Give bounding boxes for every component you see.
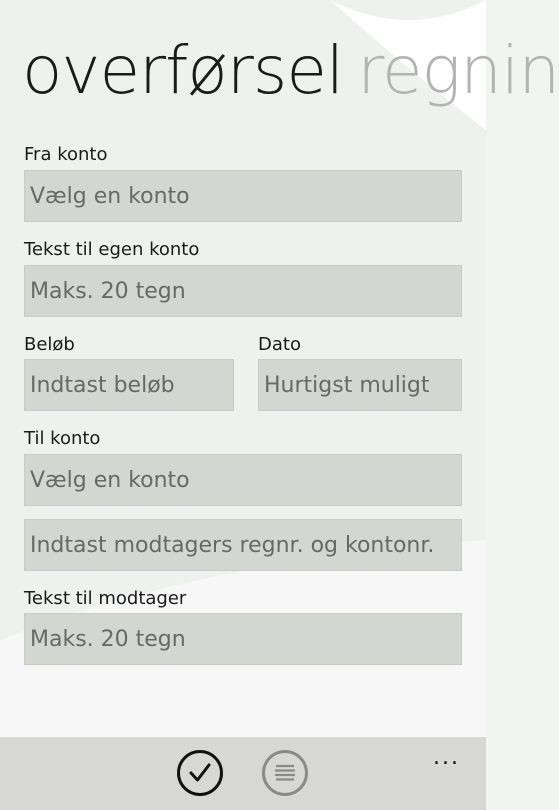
application-bar bbox=[0, 737, 486, 810]
belob-label: Beløb bbox=[24, 334, 75, 355]
fra-konto-select[interactable]: Vælg en konto bbox=[24, 170, 462, 222]
dato-picker[interactable]: Hurtigst muligt bbox=[258, 359, 462, 411]
til-konto-label: Til konto bbox=[24, 428, 101, 449]
tekst-egen-input[interactable]: Maks. 20 tegn bbox=[24, 265, 462, 317]
list-button[interactable] bbox=[262, 750, 308, 796]
dato-label: Dato bbox=[258, 334, 301, 355]
more-menu-button[interactable]: ... bbox=[433, 745, 460, 770]
list-icon bbox=[272, 760, 298, 786]
pivot-item-next[interactable]: regnin bbox=[357, 32, 559, 109]
checkmark-icon bbox=[187, 760, 213, 786]
tekst-modtager-label: Tekst til modtager bbox=[24, 588, 187, 609]
modtager-kontonr-input[interactable]: Indtast modtagers regnr. og kontonr. bbox=[24, 519, 462, 571]
fra-konto-label: Fra konto bbox=[24, 144, 108, 165]
pivot-item-overforsel[interactable]: overførsel bbox=[22, 32, 344, 109]
tekst-modtager-input[interactable]: Maks. 20 tegn bbox=[24, 613, 462, 665]
belob-input[interactable]: Indtast beløb bbox=[24, 359, 234, 411]
pivot-header bbox=[22, 26, 559, 116]
confirm-button[interactable] bbox=[177, 750, 223, 796]
til-konto-select[interactable]: Vælg en konto bbox=[24, 454, 462, 506]
tekst-egen-label: Tekst til egen konto bbox=[24, 239, 200, 260]
